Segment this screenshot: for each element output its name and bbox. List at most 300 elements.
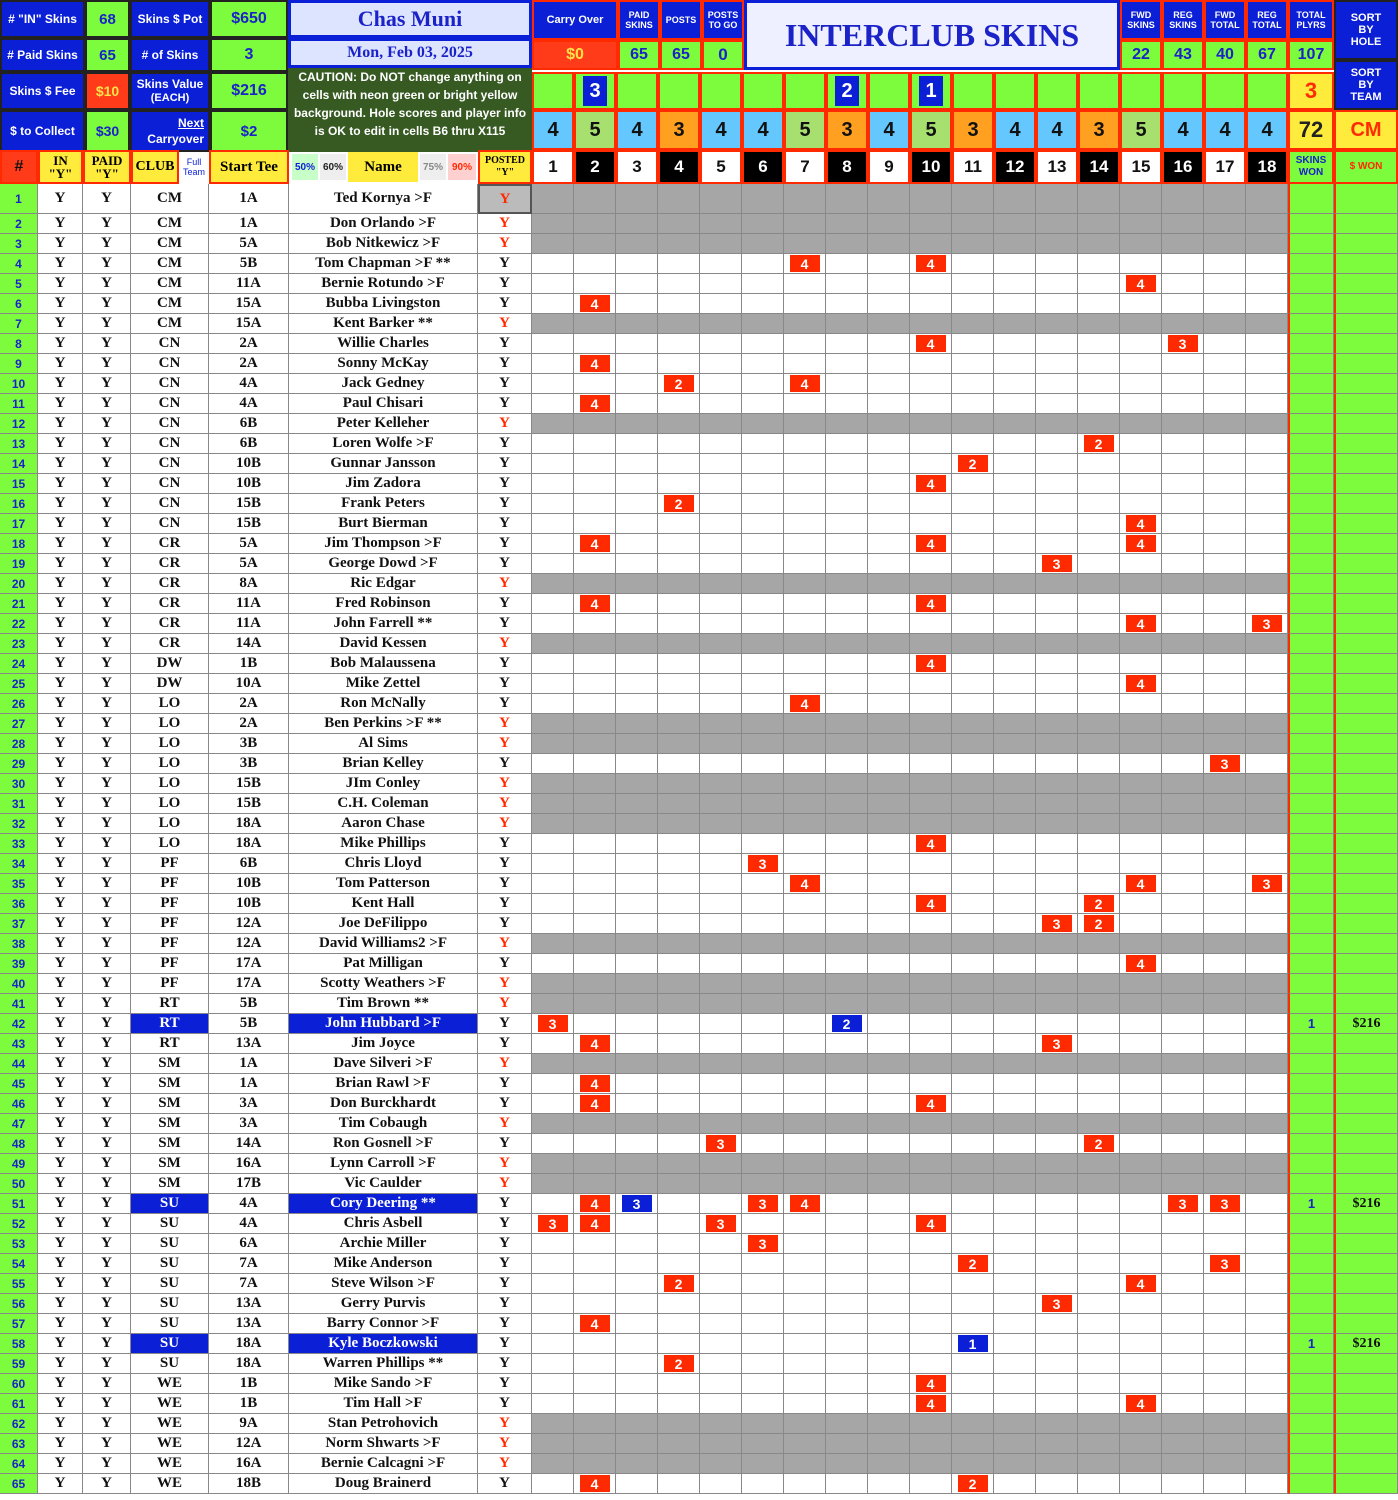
score-cell-hole-14[interactable]	[1078, 654, 1120, 674]
score-cell-hole-14[interactable]	[1078, 1034, 1120, 1054]
score-cell-hole-9[interactable]	[868, 554, 910, 574]
score-cell-hole-15[interactable]	[1120, 1394, 1162, 1414]
in-cell[interactable]: Y	[38, 184, 83, 214]
paid-cell[interactable]: Y	[83, 814, 131, 834]
score-cell-hole-1[interactable]	[532, 1214, 574, 1234]
score-cell-hole-14[interactable]	[1078, 1214, 1120, 1234]
paid-cell[interactable]: Y	[83, 1354, 131, 1374]
score-cell-hole-2[interactable]	[574, 734, 616, 754]
club-cell[interactable]: SM	[131, 1074, 209, 1094]
in-cell[interactable]: Y	[38, 1334, 83, 1354]
score-cell-hole-18[interactable]	[1246, 294, 1288, 314]
score-cell-hole-6[interactable]	[742, 1194, 784, 1214]
score-cell-hole-14[interactable]	[1078, 454, 1120, 474]
score-cell-hole-18[interactable]	[1246, 634, 1288, 654]
score-cell-hole-11[interactable]	[952, 1314, 994, 1334]
score-cell-hole-3[interactable]	[616, 234, 658, 254]
score-cell-hole-9[interactable]	[868, 714, 910, 734]
score-cell-hole-1[interactable]	[532, 1074, 574, 1094]
score-cell-hole-8[interactable]	[826, 1294, 868, 1314]
score-cell-hole-18[interactable]	[1246, 754, 1288, 774]
score-cell-hole-11[interactable]	[952, 414, 994, 434]
score-cell-hole-6[interactable]	[742, 1454, 784, 1474]
score-cell-hole-14[interactable]	[1078, 334, 1120, 354]
score-cell-hole-18[interactable]	[1246, 374, 1288, 394]
score-cell-hole-10[interactable]	[910, 754, 952, 774]
score-cell-hole-1[interactable]	[532, 1414, 574, 1434]
score-cell-hole-5[interactable]	[700, 634, 742, 654]
score-cell-hole-5[interactable]	[700, 794, 742, 814]
score-cell-hole-11[interactable]	[952, 994, 994, 1014]
score-cell-hole-12[interactable]	[994, 294, 1036, 314]
score-cell-hole-14[interactable]	[1078, 434, 1120, 454]
score-cell-hole-10[interactable]	[910, 1174, 952, 1194]
score-cell-hole-4[interactable]	[658, 494, 700, 514]
start-tee-cell[interactable]: 7A	[209, 1274, 289, 1294]
paid-cell[interactable]: Y	[83, 1054, 131, 1074]
score-cell-hole-12[interactable]	[994, 354, 1036, 374]
score-cell-hole-12[interactable]	[994, 1354, 1036, 1374]
score-cell-hole-11[interactable]	[952, 334, 994, 354]
score-cell-hole-6[interactable]	[742, 494, 784, 514]
score-cell-hole-8[interactable]	[826, 394, 868, 414]
score-cell-hole-7[interactable]	[784, 234, 826, 254]
posted-cell[interactable]: Y	[478, 1254, 532, 1274]
score-cell-hole-13[interactable]	[1036, 1134, 1078, 1154]
score-cell-hole-16[interactable]	[1162, 1394, 1204, 1414]
score-cell-hole-1[interactable]	[532, 184, 574, 214]
score-cell-hole-16[interactable]	[1162, 184, 1204, 214]
score-cell-hole-11[interactable]	[952, 1434, 994, 1454]
score-cell-hole-10[interactable]	[910, 1214, 952, 1234]
score-cell-hole-10[interactable]	[910, 1354, 952, 1374]
score-cell-hole-1[interactable]	[532, 434, 574, 454]
club-cell[interactable]: CR	[131, 594, 209, 614]
score-cell-hole-17[interactable]	[1204, 554, 1246, 574]
score-cell-hole-9[interactable]	[868, 214, 910, 234]
score-cell-hole-15[interactable]	[1120, 1074, 1162, 1094]
score-cell-hole-10[interactable]	[910, 294, 952, 314]
club-cell[interactable]: SM	[131, 1114, 209, 1134]
score-cell-hole-11[interactable]	[952, 1294, 994, 1314]
player-name[interactable]: John Hubbard >F	[289, 1014, 478, 1034]
score-cell-hole-10[interactable]	[910, 1194, 952, 1214]
score-cell-hole-16[interactable]	[1162, 454, 1204, 474]
score-cell-hole-8[interactable]	[826, 1034, 868, 1054]
score-cell-hole-10[interactable]	[910, 184, 952, 214]
player-name[interactable]: Kyle Boczkowski	[289, 1334, 478, 1354]
score-cell-hole-3[interactable]	[616, 414, 658, 434]
score-cell-hole-4[interactable]	[658, 814, 700, 834]
score-cell-hole-16[interactable]	[1162, 714, 1204, 734]
pct-60-button[interactable]: 60%	[320, 154, 346, 180]
score-cell-hole-9[interactable]	[868, 1134, 910, 1154]
score-cell-hole-18[interactable]	[1246, 554, 1288, 574]
score-cell-hole-2[interactable]	[574, 814, 616, 834]
score-cell-hole-13[interactable]	[1036, 1034, 1078, 1054]
score-cell-hole-3[interactable]	[616, 1314, 658, 1334]
score-cell-hole-11[interactable]	[952, 794, 994, 814]
hole-header-2[interactable]: 2	[574, 150, 616, 184]
score-cell-hole-4[interactable]	[658, 214, 700, 234]
score-cell-hole-7[interactable]	[784, 674, 826, 694]
score-cell-hole-12[interactable]	[994, 1474, 1036, 1494]
score-cell-hole-15[interactable]	[1120, 634, 1162, 654]
score-cell-hole-10[interactable]	[910, 434, 952, 454]
score-cell-hole-2[interactable]	[574, 1434, 616, 1454]
score-cell-hole-2[interactable]	[574, 1154, 616, 1174]
score-cell-hole-16[interactable]	[1162, 274, 1204, 294]
score-cell-hole-17[interactable]	[1204, 1034, 1246, 1054]
start-tee-cell[interactable]: 1A	[209, 1054, 289, 1074]
score-cell-hole-2[interactable]	[574, 1274, 616, 1294]
score-cell-hole-4[interactable]	[658, 1034, 700, 1054]
score-cell-hole-12[interactable]	[994, 774, 1036, 794]
score-cell-hole-1[interactable]	[532, 1394, 574, 1414]
score-cell-hole-18[interactable]	[1246, 914, 1288, 934]
score-cell-hole-11[interactable]	[952, 1094, 994, 1114]
score-cell-hole-10[interactable]	[910, 1334, 952, 1354]
score-cell-hole-15[interactable]	[1120, 994, 1162, 1014]
in-cell[interactable]: Y	[38, 1214, 83, 1234]
score-cell-hole-15[interactable]	[1120, 1114, 1162, 1134]
score-cell-hole-13[interactable]	[1036, 1334, 1078, 1354]
score-cell-hole-14[interactable]	[1078, 514, 1120, 534]
score-cell-hole-3[interactable]	[616, 1454, 658, 1474]
score-cell-hole-14[interactable]	[1078, 854, 1120, 874]
score-cell-hole-13[interactable]	[1036, 714, 1078, 734]
score-cell-hole-11[interactable]	[952, 1354, 994, 1374]
score-cell-hole-13[interactable]	[1036, 234, 1078, 254]
score-cell-hole-10[interactable]	[910, 1374, 952, 1394]
score-cell-hole-14[interactable]	[1078, 1354, 1120, 1374]
score-cell-hole-17[interactable]	[1204, 1314, 1246, 1334]
score-cell-hole-15[interactable]	[1120, 974, 1162, 994]
player-name[interactable]: Chris Lloyd	[289, 854, 478, 874]
in-cell[interactable]: Y	[38, 1054, 83, 1074]
score-cell-hole-13[interactable]	[1036, 434, 1078, 454]
score-cell-hole-6[interactable]	[742, 414, 784, 434]
score-cell-hole-11[interactable]	[952, 494, 994, 514]
score-cell-hole-2[interactable]	[574, 614, 616, 634]
score-cell-hole-4[interactable]	[658, 914, 700, 934]
in-cell[interactable]: Y	[38, 594, 83, 614]
score-cell-hole-17[interactable]	[1204, 1434, 1246, 1454]
score-cell-hole-14[interactable]	[1078, 1014, 1120, 1034]
posted-cell[interactable]: Y	[478, 1114, 532, 1134]
score-cell-hole-15[interactable]	[1120, 274, 1162, 294]
score-cell-hole-16[interactable]	[1162, 974, 1204, 994]
score-cell-hole-14[interactable]	[1078, 634, 1120, 654]
pct-90-button[interactable]: 90%	[448, 154, 476, 180]
in-cell[interactable]: Y	[38, 674, 83, 694]
score-cell-hole-5[interactable]	[700, 1314, 742, 1334]
posted-cell[interactable]: Y	[478, 254, 532, 274]
paid-cell[interactable]: Y	[83, 414, 131, 434]
posted-cell[interactable]: Y	[478, 1054, 532, 1074]
score-cell-hole-10[interactable]	[910, 494, 952, 514]
score-cell-hole-10[interactable]	[910, 574, 952, 594]
posted-cell[interactable]: Y	[478, 234, 532, 254]
score-cell-hole-4[interactable]	[658, 434, 700, 454]
paid-cell[interactable]: Y	[83, 1034, 131, 1054]
score-cell-hole-5[interactable]	[700, 454, 742, 474]
posted-cell[interactable]: Y	[478, 1014, 532, 1034]
score-cell-hole-13[interactable]	[1036, 1174, 1078, 1194]
club-cell[interactable]: SM	[131, 1154, 209, 1174]
score-cell-hole-17[interactable]	[1204, 1234, 1246, 1254]
score-cell-hole-13[interactable]	[1036, 554, 1078, 574]
score-cell-hole-16[interactable]	[1162, 354, 1204, 374]
in-cell[interactable]: Y	[38, 294, 83, 314]
score-cell-hole-13[interactable]	[1036, 1374, 1078, 1394]
score-cell-hole-16[interactable]	[1162, 1454, 1204, 1474]
score-cell-hole-3[interactable]	[616, 434, 658, 454]
paid-cell[interactable]: Y	[83, 294, 131, 314]
start-tee-cell[interactable]: 6B	[209, 854, 289, 874]
score-cell-hole-3[interactable]	[616, 654, 658, 674]
score-cell-hole-4[interactable]	[658, 594, 700, 614]
score-cell-hole-3[interactable]	[616, 514, 658, 534]
score-cell-hole-2[interactable]	[574, 714, 616, 734]
start-tee-cell[interactable]: 18A	[209, 1334, 289, 1354]
score-cell-hole-13[interactable]	[1036, 874, 1078, 894]
start-tee-cell[interactable]: 18A	[209, 1354, 289, 1374]
score-cell-hole-6[interactable]	[742, 514, 784, 534]
score-cell-hole-13[interactable]	[1036, 1074, 1078, 1094]
score-cell-hole-4[interactable]	[658, 1314, 700, 1334]
score-cell-hole-3[interactable]	[616, 1414, 658, 1434]
score-cell-hole-6[interactable]	[742, 314, 784, 334]
posted-cell[interactable]: Y	[478, 534, 532, 554]
score-cell-hole-15[interactable]	[1120, 914, 1162, 934]
score-cell-hole-2[interactable]	[574, 1094, 616, 1114]
score-cell-hole-1[interactable]	[532, 934, 574, 954]
score-cell-hole-13[interactable]	[1036, 774, 1078, 794]
posted-cell[interactable]: Y	[478, 184, 532, 214]
score-cell-hole-18[interactable]	[1246, 674, 1288, 694]
score-cell-hole-13[interactable]	[1036, 354, 1078, 374]
hole-header-15[interactable]: 15	[1120, 150, 1162, 184]
score-cell-hole-3[interactable]	[616, 1094, 658, 1114]
score-cell-hole-15[interactable]	[1120, 834, 1162, 854]
score-cell-hole-15[interactable]	[1120, 1034, 1162, 1054]
club-cell[interactable]: PF	[131, 954, 209, 974]
score-cell-hole-6[interactable]	[742, 1274, 784, 1294]
score-cell-hole-7[interactable]	[784, 1454, 826, 1474]
posted-cell[interactable]: Y	[478, 794, 532, 814]
score-cell-hole-15[interactable]	[1120, 184, 1162, 214]
score-cell-hole-3[interactable]	[616, 214, 658, 234]
score-cell-hole-16[interactable]	[1162, 1354, 1204, 1374]
score-cell-hole-12[interactable]	[994, 534, 1036, 554]
start-tee-cell[interactable]: 15B	[209, 514, 289, 534]
score-cell-hole-5[interactable]	[700, 184, 742, 214]
start-tee-cell[interactable]: 7A	[209, 1254, 289, 1274]
score-cell-hole-14[interactable]	[1078, 574, 1120, 594]
posted-cell[interactable]: Y	[478, 734, 532, 754]
score-cell-hole-16[interactable]	[1162, 1274, 1204, 1294]
score-cell-hole-4[interactable]	[658, 354, 700, 374]
score-cell-hole-15[interactable]	[1120, 874, 1162, 894]
score-cell-hole-18[interactable]	[1246, 474, 1288, 494]
score-cell-hole-8[interactable]	[826, 184, 868, 214]
start-tee-cell[interactable]: 18B	[209, 1474, 289, 1494]
score-cell-hole-3[interactable]	[616, 1194, 658, 1214]
score-cell-hole-2[interactable]	[574, 974, 616, 994]
score-cell-hole-10[interactable]	[910, 1394, 952, 1414]
score-cell-hole-16[interactable]	[1162, 534, 1204, 554]
start-tee-cell[interactable]: 13A	[209, 1314, 289, 1334]
start-tee-cell[interactable]: 11A	[209, 274, 289, 294]
score-cell-hole-18[interactable]	[1246, 654, 1288, 674]
player-name[interactable]: Bob Nitkewicz >F	[289, 234, 478, 254]
score-cell-hole-17[interactable]	[1204, 994, 1246, 1014]
score-cell-hole-7[interactable]	[784, 954, 826, 974]
start-tee-cell[interactable]: 1A	[209, 214, 289, 234]
score-cell-hole-14[interactable]	[1078, 1234, 1120, 1254]
score-cell-hole-18[interactable]	[1246, 1254, 1288, 1274]
score-cell-hole-15[interactable]	[1120, 734, 1162, 754]
posted-cell[interactable]: Y	[478, 474, 532, 494]
player-name[interactable]: Tom Patterson	[289, 874, 478, 894]
score-cell-hole-6[interactable]	[742, 354, 784, 374]
score-cell-hole-3[interactable]	[616, 184, 658, 214]
posted-cell[interactable]: Y	[478, 1134, 532, 1154]
score-cell-hole-5[interactable]	[700, 1274, 742, 1294]
posted-cell[interactable]: Y	[478, 774, 532, 794]
score-cell-hole-3[interactable]	[616, 874, 658, 894]
score-cell-hole-10[interactable]	[910, 414, 952, 434]
player-name[interactable]: Lynn Carroll >F	[289, 1154, 478, 1174]
score-cell-hole-7[interactable]	[784, 1414, 826, 1434]
score-cell-hole-15[interactable]	[1120, 1454, 1162, 1474]
score-cell-hole-2[interactable]	[574, 1014, 616, 1034]
score-cell-hole-8[interactable]	[826, 414, 868, 434]
score-cell-hole-11[interactable]	[952, 754, 994, 774]
score-cell-hole-8[interactable]	[826, 914, 868, 934]
score-cell-hole-11[interactable]	[952, 514, 994, 534]
score-cell-hole-8[interactable]	[826, 994, 868, 1014]
start-tee-cell[interactable]: 10B	[209, 874, 289, 894]
score-cell-hole-18[interactable]	[1246, 254, 1288, 274]
score-cell-hole-7[interactable]	[784, 814, 826, 834]
score-cell-hole-15[interactable]	[1120, 294, 1162, 314]
score-cell-hole-10[interactable]	[910, 1054, 952, 1074]
score-cell-hole-11[interactable]	[952, 1074, 994, 1094]
score-cell-hole-3[interactable]	[616, 994, 658, 1014]
score-cell-hole-7[interactable]	[784, 714, 826, 734]
score-cell-hole-7[interactable]	[784, 1034, 826, 1054]
score-cell-hole-12[interactable]	[994, 974, 1036, 994]
score-cell-hole-13[interactable]	[1036, 954, 1078, 974]
score-cell-hole-6[interactable]	[742, 1374, 784, 1394]
score-cell-hole-10[interactable]	[910, 1434, 952, 1454]
player-name[interactable]: Bernie Rotundo >F	[289, 274, 478, 294]
posted-cell[interactable]: Y	[478, 294, 532, 314]
score-cell-hole-5[interactable]	[700, 1434, 742, 1454]
in-cell[interactable]: Y	[38, 574, 83, 594]
start-tee-cell[interactable]: 14A	[209, 1134, 289, 1154]
score-cell-hole-2[interactable]	[574, 554, 616, 574]
score-cell-hole-17[interactable]	[1204, 714, 1246, 734]
player-name[interactable]: Kent Hall	[289, 894, 478, 914]
score-cell-hole-13[interactable]	[1036, 1354, 1078, 1374]
score-cell-hole-9[interactable]	[868, 934, 910, 954]
score-cell-hole-14[interactable]	[1078, 1094, 1120, 1114]
player-name[interactable]: Jim Joyce	[289, 1034, 478, 1054]
start-tee-cell[interactable]: 8A	[209, 574, 289, 594]
score-cell-hole-9[interactable]	[868, 294, 910, 314]
score-cell-hole-7[interactable]	[784, 1174, 826, 1194]
score-cell-hole-7[interactable]	[784, 414, 826, 434]
score-cell-hole-5[interactable]	[700, 1234, 742, 1254]
score-cell-hole-4[interactable]	[658, 1274, 700, 1294]
score-cell-hole-17[interactable]	[1204, 1394, 1246, 1414]
club-cell[interactable]: CN	[131, 334, 209, 354]
score-cell-hole-14[interactable]	[1078, 1154, 1120, 1174]
score-cell-hole-3[interactable]	[616, 954, 658, 974]
score-cell-hole-10[interactable]	[910, 234, 952, 254]
score-cell-hole-6[interactable]	[742, 1074, 784, 1094]
score-cell-hole-8[interactable]	[826, 514, 868, 534]
in-cell[interactable]: Y	[38, 214, 83, 234]
score-cell-hole-9[interactable]	[868, 414, 910, 434]
score-cell-hole-4[interactable]	[658, 1354, 700, 1374]
score-cell-hole-11[interactable]	[952, 874, 994, 894]
score-cell-hole-17[interactable]	[1204, 1374, 1246, 1394]
posted-cell[interactable]: Y	[478, 1474, 532, 1494]
score-cell-hole-7[interactable]	[784, 214, 826, 234]
score-cell-hole-6[interactable]	[742, 854, 784, 874]
paid-cell[interactable]: Y	[83, 514, 131, 534]
score-cell-hole-3[interactable]	[616, 694, 658, 714]
score-cell-hole-13[interactable]	[1036, 814, 1078, 834]
score-cell-hole-16[interactable]	[1162, 874, 1204, 894]
score-cell-hole-10[interactable]	[910, 594, 952, 614]
score-cell-hole-9[interactable]	[868, 774, 910, 794]
posted-cell[interactable]: Y	[478, 1034, 532, 1054]
score-cell-hole-15[interactable]	[1120, 794, 1162, 814]
score-cell-hole-2[interactable]	[574, 184, 616, 214]
player-name[interactable]: Bernie Calcagni >F	[289, 1454, 478, 1474]
paid-cell[interactable]: Y	[83, 234, 131, 254]
paid-cell[interactable]: Y	[83, 974, 131, 994]
score-cell-hole-15[interactable]	[1120, 574, 1162, 594]
score-cell-hole-1[interactable]	[532, 1374, 574, 1394]
score-cell-hole-14[interactable]	[1078, 254, 1120, 274]
score-cell-hole-11[interactable]	[952, 834, 994, 854]
score-cell-hole-2[interactable]	[574, 1454, 616, 1474]
club-cell[interactable]: SU	[131, 1234, 209, 1254]
club-cell[interactable]: SU	[131, 1254, 209, 1274]
score-cell-hole-16[interactable]	[1162, 1294, 1204, 1314]
score-cell-hole-18[interactable]	[1246, 714, 1288, 734]
start-tee-cell[interactable]: 3A	[209, 1114, 289, 1134]
sort-by-team-button[interactable]: SORT BY TEAM	[1334, 60, 1398, 110]
start-tee-cell[interactable]: 6B	[209, 434, 289, 454]
score-cell-hole-3[interactable]	[616, 1474, 658, 1494]
score-cell-hole-4[interactable]	[658, 1054, 700, 1074]
player-name[interactable]: Mike Phillips	[289, 834, 478, 854]
score-cell-hole-18[interactable]	[1246, 874, 1288, 894]
score-cell-hole-1[interactable]	[532, 994, 574, 1014]
score-cell-hole-12[interactable]	[994, 614, 1036, 634]
score-cell-hole-5[interactable]	[700, 334, 742, 354]
score-cell-hole-12[interactable]	[994, 314, 1036, 334]
score-cell-hole-15[interactable]	[1120, 1274, 1162, 1294]
score-cell-hole-11[interactable]	[952, 354, 994, 374]
